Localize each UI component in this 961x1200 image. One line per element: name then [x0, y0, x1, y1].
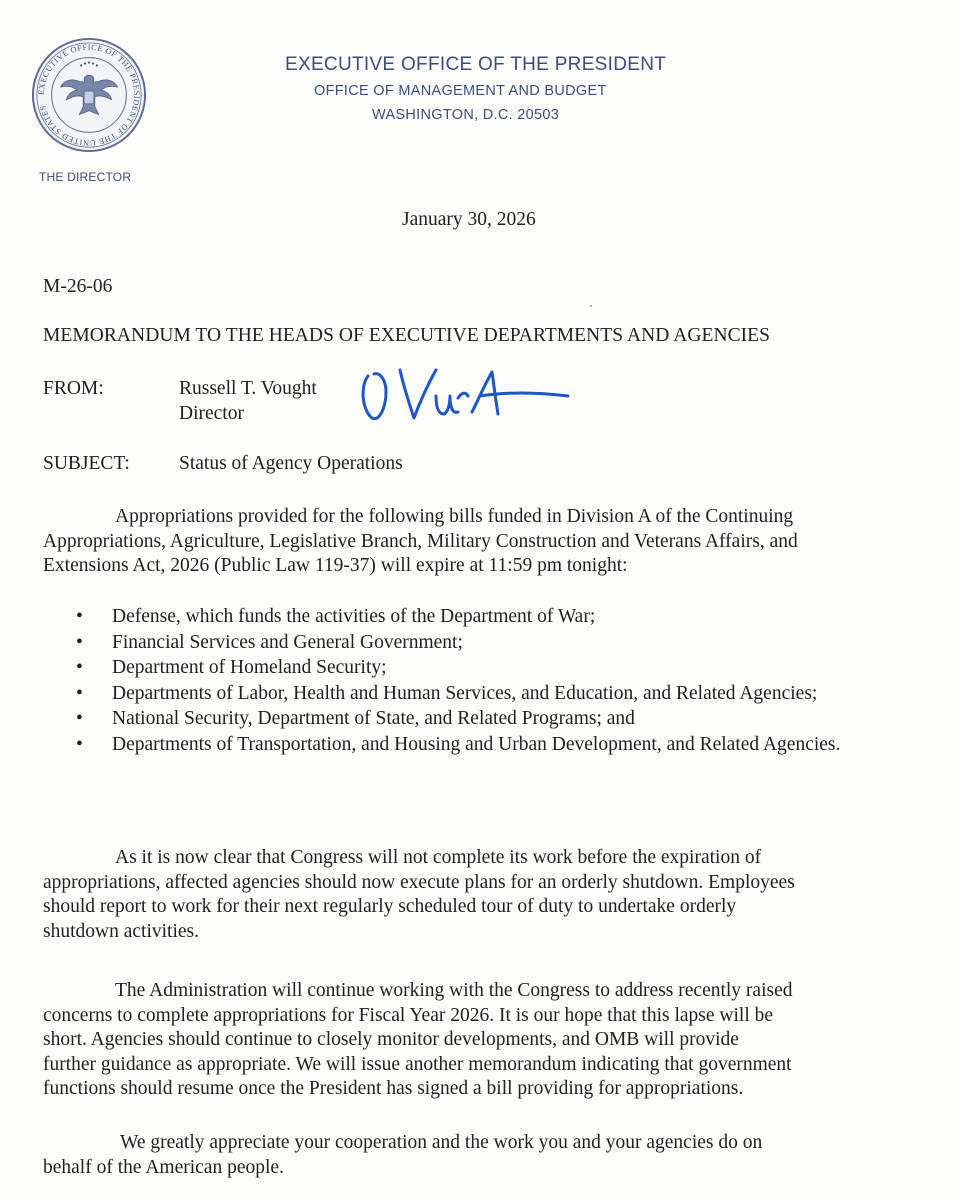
from-label: FROM:	[43, 378, 104, 399]
letterhead-address: WASHINGTON, D.C. 20503	[372, 107, 560, 123]
administration-paragraph	[43, 979, 923, 1102]
list-item-text: Financial Services and General Government;	[112, 631, 463, 653]
list-item: • Defense, which funds the activities of the Department of War;	[76, 605, 872, 630]
from-title: Director	[179, 403, 244, 424]
list-item-text: National Security, Department of State, and Related Programs; and	[112, 708, 635, 729]
text-line: short. Agencies should continue to closely monitor developments, and OMB will provide	[43, 1029, 739, 1050]
list-item: • Department of Homeland Security;	[76, 656, 872, 681]
shutdown-paragraph	[43, 846, 923, 944]
text-line: concerns to complete appropriations for Fiscal Year 2026. It is our hope that this lapse will be	[43, 1004, 774, 1026]
subject-label: SUBJECT:	[43, 453, 130, 474]
list-item-text: Defense, which funds the activities of the Department of War;	[112, 606, 596, 627]
list-item: • Departments of Transportation, and Housing and Urban Development, and Related Agencies.	[76, 733, 872, 758]
list-item-text: Department of Homeland Security;	[112, 657, 387, 678]
list-item: • National Security, Department of State, and Related Programs; and	[76, 707, 872, 732]
text-line: shutdown activities.	[43, 920, 199, 942]
text-line: appropriations, affected agencies should now execute plans for an orderly shutdown. Employees	[43, 871, 795, 893]
text-line: functions should resume once the President has signed a bill providing for appropriations.	[43, 1078, 744, 1099]
text-line: behalf of the American people.	[43, 1156, 284, 1178]
text-line: Appropriations provided for the following bills funded in Division A of the Continuing	[115, 506, 794, 527]
list-item-text: Departments of Labor, Health and Human Services, and Education, and Related Agencies;	[112, 682, 818, 704]
list-item-text: Departments of Transportation, and Housing and Urban Development, and Related Agencies.	[112, 733, 841, 755]
svg-text:EXECUTIVE OFFICE OF THE PRESID: EXECUTIVE OFFICE OF THE PRESIDENT OF THE UNITED STATES	[36, 42, 142, 148]
letterhead-sub-office: OFFICE OF MANAGEMENT AND BUDGET	[314, 83, 607, 99]
closing-paragraph	[43, 1131, 923, 1180]
memo-addressee: MEMORANDUM TO THE HEADS OF EXECUTIVE DEPARTMENTS AND AGENCIES	[43, 325, 771, 346]
from-name: Russell T. Vought	[179, 378, 317, 399]
text-line: We greatly appreciate your cooperation and the work you and your agencies do on	[120, 1132, 763, 1153]
letterhead-office: EXECUTIVE OFFICE OF THE PRESIDENT	[285, 54, 667, 75]
text-line: Appropriations, Agriculture, Legislative Branch, Military Construction and Veterans Affairs, and	[43, 530, 798, 552]
list-item: • Departments of Labor, Health and Human Services, and Education, and Related Agencies;	[76, 682, 872, 707]
text-line: further guidance as appropriate. We will issue another memorandum indicating that government	[43, 1053, 792, 1075]
text-line: As it is now clear that Congress will not complete its work before the expiration of	[115, 847, 762, 868]
letterhead-title: THE DIRECTOR	[39, 170, 132, 184]
text-line: The Administration will continue working with the Congress to address recently raised	[115, 980, 793, 1001]
list-item: • Financial Services and General Government;	[76, 631, 872, 656]
memo-date: January 30, 2026	[402, 209, 536, 230]
subject-value: Status of Agency Operations	[179, 453, 403, 474]
memo-number: M-26-06	[43, 276, 113, 297]
paper-speck	[590, 305, 592, 307]
signature	[356, 362, 576, 432]
presidential-seal-icon	[30, 36, 148, 154]
intro-paragraph	[43, 505, 923, 579]
appropriations-bill-list	[76, 605, 872, 758]
text-line: Extensions Act, 2026 (Public Law 119-37) will expire at 11:59 pm tonight:	[43, 555, 628, 576]
text-line: should report to work for their next regularly scheduled tour of duty to undertake orderly	[43, 896, 737, 917]
